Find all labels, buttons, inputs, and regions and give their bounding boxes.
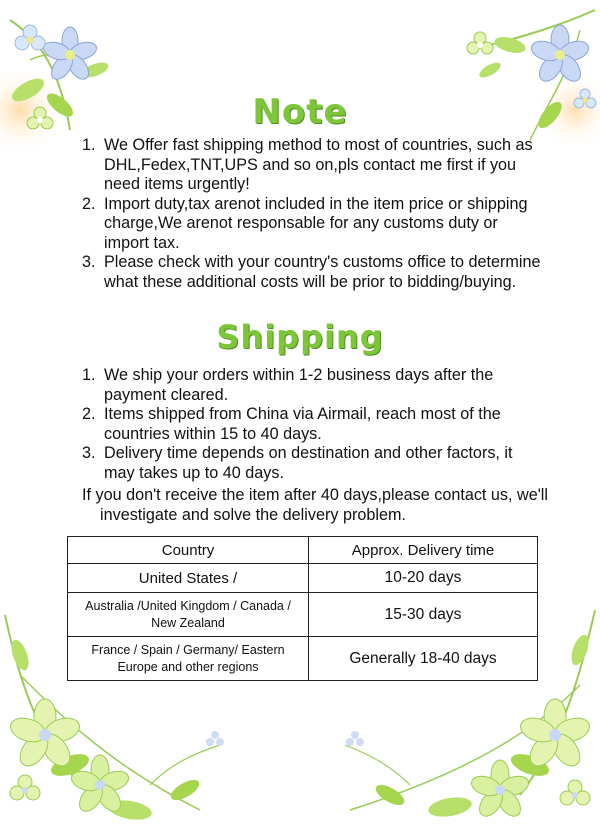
delivery-time-table bbox=[67, 536, 538, 681]
shipping-footer-text: If you don't receive the item after 40 days,please contact us, we'll investigate and solve the delivery problem. bbox=[82, 486, 548, 524]
item-number: 3. bbox=[82, 444, 96, 462]
list-item bbox=[82, 366, 542, 405]
list-item bbox=[82, 195, 542, 254]
list-item bbox=[82, 444, 542, 483]
table-header-row bbox=[68, 537, 538, 564]
list-item bbox=[82, 253, 542, 292]
shipping-heading: Shipping bbox=[216, 318, 384, 356]
item-text: We Offer fast shipping method to most of countries, such as DHL,Fedex,TNT,UPS and so on,pls contact me first if you need items urgently! bbox=[104, 136, 533, 193]
item-text: Items shipped from China via Airmail, reach most of the countries within 15 to 40 days. bbox=[104, 405, 501, 443]
item-number: 2. bbox=[82, 194, 96, 213]
item-number: 3. bbox=[82, 253, 96, 271]
delivery-time-cell: 10-20 days bbox=[309, 564, 538, 593]
list-item bbox=[82, 136, 542, 195]
table-row bbox=[68, 593, 538, 637]
item-number: 1. bbox=[82, 136, 96, 154]
column-header-country: Country bbox=[68, 537, 309, 564]
country-cell: Australia /United Kingdom / Canada / New Zealand bbox=[68, 593, 309, 637]
column-header-delivery-time: Approx. Delivery time bbox=[309, 537, 538, 564]
item-number: 1. bbox=[82, 366, 96, 384]
item-text: Please check with your country's customs office to determine what these additional costs will be prior to bidding/buying. bbox=[104, 253, 541, 291]
table-row bbox=[68, 637, 538, 681]
delivery-time-cell: 15-30 days bbox=[309, 593, 538, 637]
table-row bbox=[68, 564, 538, 593]
item-text: We ship your orders within 1-2 business days after the payment cleared. bbox=[104, 366, 494, 404]
item-text: Delivery time depends on destination and other factors, it may takes up to 40 days. bbox=[104, 444, 513, 482]
shipping-list bbox=[82, 366, 542, 483]
country-cell: United States / bbox=[68, 564, 309, 593]
item-text: Import duty,tax arenot included in the item price or shipping charge,We arenot responsable for any customs duty or import tax. bbox=[104, 194, 528, 252]
item-number: 2. bbox=[82, 405, 96, 423]
note-heading: Note bbox=[252, 92, 348, 132]
country-cell: France / Spain / Germany/ Eastern Europe and other regions bbox=[68, 637, 309, 681]
note-list bbox=[82, 136, 542, 292]
list-item bbox=[82, 405, 542, 444]
delivery-time-cell: Generally 18-40 days bbox=[309, 637, 538, 681]
